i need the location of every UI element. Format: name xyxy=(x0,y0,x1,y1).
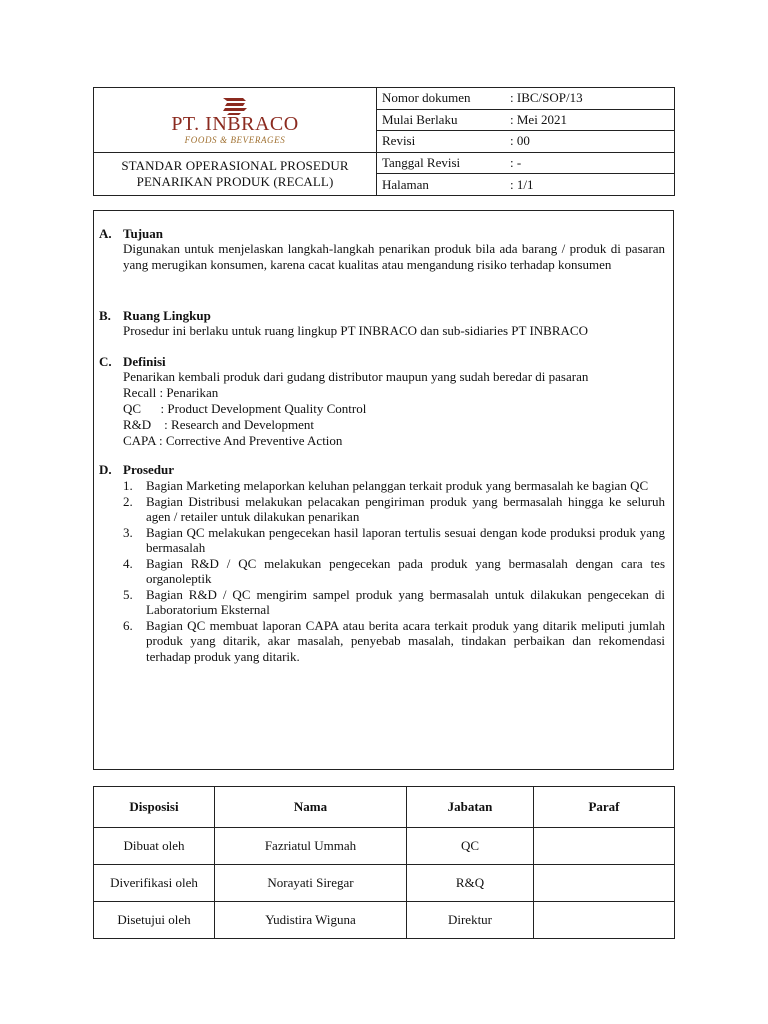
list-item xyxy=(123,525,665,556)
list-item-text: Bagian QC membuat laporan CAPA atau berita acara terkait produk yang ditarik meliputi jumlah produk yang ditarik, akar masalah, penyebab masalah, tindakan perbaikan dan rekomendasi terhadap produk yang ditarik. xyxy=(146,617,665,664)
section-body: Digunakan untuk menjelaskan langkah-langkah penarikan produk bila ada barang / produk di pasaran yang merugikan konsumen, karena cacat kualitas atau mengandung risiko terhadap konsumen xyxy=(123,241,665,272)
definition-line: R&D : Research and Development xyxy=(123,417,314,432)
signature-cell xyxy=(534,828,675,865)
section-letter: A. xyxy=(99,226,112,241)
meta-label: Revisi xyxy=(377,131,508,153)
list-item-text: Bagian R&D / QC mengirim sampel produk yang bermasalah untuk dilakukan pengecekan di Laboratorium Eksternal xyxy=(146,586,665,617)
column-header: Disposisi xyxy=(94,787,215,828)
list-item xyxy=(123,494,665,525)
title-line-2: PENARIKAN PRODUK (RECALL) xyxy=(136,173,334,189)
definition-terms xyxy=(123,385,665,449)
column-header: Jabatan xyxy=(407,787,534,828)
table-row xyxy=(94,828,675,865)
section-letter: C. xyxy=(99,354,112,369)
section-title: Definisi xyxy=(123,354,166,369)
company-logo xyxy=(135,95,335,145)
document-title xyxy=(94,152,377,195)
table-cell: Yudistira Wiguna xyxy=(215,902,407,939)
list-item xyxy=(123,618,665,665)
list-item-number: 6. xyxy=(123,617,133,633)
signoff-table xyxy=(93,786,675,939)
meta-value: : 00 xyxy=(507,131,675,153)
meta-value: : IBC/SOP/13 xyxy=(507,88,675,110)
meta-label: Mulai Berlaku xyxy=(377,109,508,131)
signature-cell xyxy=(534,865,675,902)
column-header: Paraf xyxy=(534,787,675,828)
definition-line: Recall : Penarikan xyxy=(123,385,219,400)
section-body: Prosedur ini berlaku untuk ruang lingkup PT INBRACO dan sub-sidiaries PT INBRACO xyxy=(123,323,588,338)
table-cell: Dibuat oleh xyxy=(94,828,215,865)
section-title: Ruang Lingkup xyxy=(123,308,211,323)
signature-cell xyxy=(534,902,675,939)
list-item xyxy=(123,587,665,618)
table-cell: Diverifikasi oleh xyxy=(94,865,215,902)
list-item xyxy=(123,478,665,494)
meta-label: Tanggal Revisi xyxy=(377,152,508,174)
list-item-text: Bagian Marketing melaporkan keluhan pelanggan terkait produk yang bermasalah ke bagian QC xyxy=(146,478,649,493)
list-item-text: Bagian QC melakukan pengecekan hasil laporan tertulis sesuai dengan kode produksi produk yang bermasalah xyxy=(146,524,665,555)
procedure-list xyxy=(123,478,665,664)
logo-cell xyxy=(94,88,377,153)
list-item-number: 5. xyxy=(123,586,133,602)
section-letter: D. xyxy=(99,462,112,477)
table-cell: Norayati Siregar xyxy=(215,865,407,902)
definition-line: QC : Product Development Quality Control xyxy=(123,401,367,416)
logo-subtext: FOODS & BEVERAGES xyxy=(184,134,286,145)
list-item-number: 2. xyxy=(123,493,133,509)
title-line-1: STANDAR OPERASIONAL PROSEDUR xyxy=(121,157,349,173)
list-item-number: 3. xyxy=(123,524,133,540)
list-item-text: Bagian Distribusi melakukan pelacakan pengiriman produk yang bermasalah hingga ke seluruh agen / retailer untuk dilakukan penarikan xyxy=(146,493,665,524)
table-header-row xyxy=(94,787,675,828)
section-letter: B. xyxy=(99,308,111,323)
section-title: Prosedur xyxy=(123,462,175,477)
list-item-number: 4. xyxy=(123,555,133,571)
definition-line: CAPA : Corrective And Preventive Action xyxy=(123,433,343,448)
table-row xyxy=(94,902,675,939)
meta-label: Halaman xyxy=(377,174,508,196)
definition-list xyxy=(123,369,665,385)
table-cell: Fazriatul Ummah xyxy=(215,828,407,865)
content-box xyxy=(93,210,674,770)
logo-text: PT. INBRACO xyxy=(171,112,299,135)
section-title: Tujuan xyxy=(123,226,163,241)
meta-label: Nomor dokumen xyxy=(377,88,508,110)
table-cell: QC xyxy=(407,828,534,865)
table-cell: R&Q xyxy=(407,865,534,902)
meta-value: : 1/1 xyxy=(507,174,675,196)
table-row xyxy=(94,865,675,902)
list-item-number: 1. xyxy=(123,478,133,493)
list-item xyxy=(123,556,665,587)
document-header xyxy=(93,87,675,196)
table-cell: Disetujui oleh xyxy=(94,902,215,939)
column-header: Nama xyxy=(215,787,407,828)
table-cell: Direktur xyxy=(407,902,534,939)
meta-value: : - xyxy=(507,152,675,174)
list-item-text: Bagian R&D / QC melakukan pengecekan pada produk yang bermasalah dengan cara tes organoleptik xyxy=(146,555,665,586)
definition-line: Penarikan kembali produk dari gudang distributor maupun yang sudah beredar di pasaran xyxy=(123,369,589,384)
meta-value: : Mei 2021 xyxy=(507,109,675,131)
